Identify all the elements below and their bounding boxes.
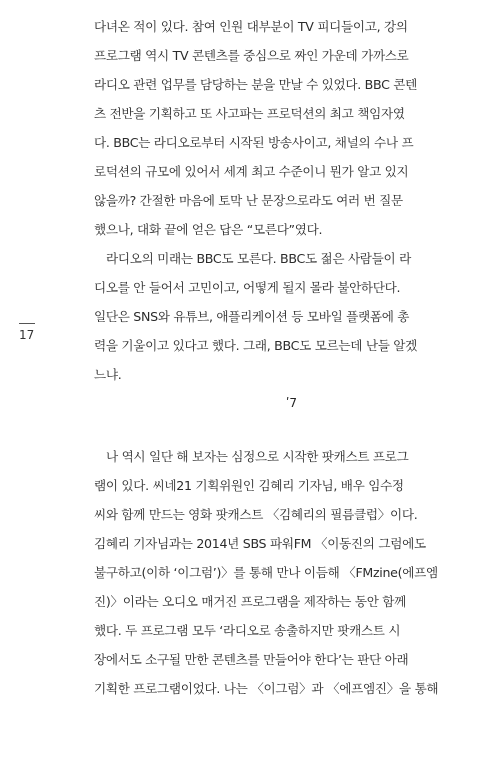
section-break-mark: ʹ7 <box>286 396 297 410</box>
page-number: 17 <box>19 328 35 342</box>
text-line: 프로그램 역시 TV 콘텐츠를 중심으로 짜인 가운데 가까스로 <box>94 48 409 63</box>
text-line: 나 역시 일단 해 보자는 심정으로 시작한 팟캐스트 프로그 <box>106 449 409 464</box>
text-line: 했다. 두 프로그램 모두 ‘라디오로 송출하지만 팟캐스트 시 <box>94 623 401 638</box>
text-line: 불구하고(이하 ‘이그럼’)〉를 통해 만나 이듬해 〈FMzine(에프엠 <box>94 565 438 580</box>
text-line: 진)〉이라는 오디오 매거진 프로그램을 제작하는 동안 함께 <box>94 594 407 609</box>
paragraph <box>94 12 462 244</box>
text-line: 느냐. <box>94 367 122 382</box>
text-line: 않을까? 간절한 마음에 토막 난 문장으로라도 여러 번 질문 <box>94 193 403 208</box>
text-line: 김혜리 기자님과는 2014년 SBS 파워FM 〈이동진의 그럼에도 <box>94 536 426 551</box>
text-line: 씨와 함께 만드는 영화 팟캐스트 〈김혜리의 필름클럽〉이다. <box>94 507 418 522</box>
page-number-rule <box>19 323 35 324</box>
text-line: 했으나, 대화 끝에 얻은 답은 “모른다”였다. <box>94 222 323 237</box>
text-line: 다. BBC는 라디오로부터 시작된 방송사이고, 채널의 수나 프 <box>94 135 414 150</box>
paragraph <box>94 442 462 703</box>
text-line: 디오를 안 들어서 고민이고, 어떻게 될지 몰라 불안하단다. <box>94 280 401 295</box>
text-line: 츠 전반을 기획하고 또 사고파는 프로덕션의 최고 책임자였 <box>94 106 405 121</box>
text-line: 라디오 관련 업무를 담당하는 분을 만날 수 있었다. BBC 콘텐 <box>94 77 418 92</box>
text-line: 력을 기울이고 있다고 했다. 그래, BBC도 모르는데 난들 알겠 <box>94 338 418 353</box>
text-line: 램이 있다. 씨네21 기획위원인 김혜리 기자님, 배우 임수정 <box>94 478 404 493</box>
text-line: 일단은 SNS와 유튜브, 애플리케이션 등 모바일 플랫폼에 총 <box>94 309 410 324</box>
text-line: 기획한 프로그램이었다. 나는 〈이그럼〉과 〈에프엠진〉을 통해 <box>94 681 439 696</box>
text-line: 장에서도 소구될 만한 콘텐츠를 만들어야 한다’는 판단 아래 <box>94 652 409 667</box>
text-line: 로덕션의 규모에 있어서 세계 최고 수준이니 뭔가 알고 있지 <box>94 164 409 179</box>
top-text-block <box>94 12 462 389</box>
page-number-area <box>19 323 53 342</box>
text-line: 라디오의 미래는 BBC도 모른다. BBC도 젊은 사람들이 라 <box>106 251 411 266</box>
bottom-text-block <box>94 442 462 703</box>
paragraph <box>94 244 462 389</box>
text-line: 다녀온 적이 있다. 참여 인원 대부분이 TV 피디들이고, 강의 <box>94 19 408 34</box>
